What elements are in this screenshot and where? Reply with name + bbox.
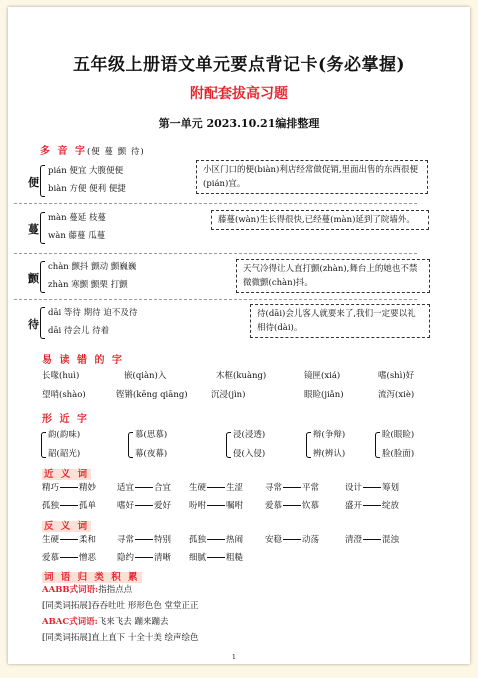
easy-wrong-item: 嵌(qiàn)入 — [124, 371, 167, 381]
polyphonic-heading: 多 音 字(便 蔓 颤 待) — [40, 146, 145, 157]
antonym-pair-word: 细腻 — [189, 553, 207, 563]
brace — [226, 432, 231, 458]
antonym-pair-word: 粗糙 — [226, 553, 244, 563]
synonym-pair-word: 吩咐 — [189, 501, 207, 511]
pair-dash — [283, 505, 301, 506]
synonym-pair-word: 生硬 — [189, 483, 207, 493]
synonym-pair-word: 绽放 — [382, 501, 400, 511]
pair-dash — [135, 557, 153, 558]
ext-label: [同类词拓展] — [42, 633, 92, 643]
synonym-pair — [345, 499, 399, 511]
antonym-pair — [265, 533, 319, 545]
easy-wrong-item: 嗜(shì)好 — [378, 371, 415, 381]
aabb-ext-words: 吞吞吐吐 形形色色 堂堂正正 — [91, 601, 199, 611]
antonym-pair-word: 特别 — [154, 535, 172, 545]
antonym-pair-word: 清晰 — [154, 553, 172, 563]
abac-label: ABAC式词语: — [42, 617, 98, 627]
polyphonic-line: pián 便宜 大腹便便 — [48, 166, 124, 176]
synonym-pair-word: 爱好 — [154, 501, 172, 511]
synonym-pair-word: 孤单 — [79, 501, 97, 511]
polyphonic-line: dāi 等待 期待 迫不及待 — [48, 308, 138, 318]
similar-item: 韶(韶光) — [48, 449, 81, 459]
antonym-pair — [345, 533, 399, 545]
easy-wrong-item: 眼睑(jiǎn) — [304, 390, 344, 400]
pair-dash — [363, 487, 381, 488]
similar-item: 浸(浸透) — [233, 430, 266, 440]
easy-wrong-item: 铿锵(kēng qiāng) — [116, 390, 188, 400]
antonym-pair — [117, 551, 171, 563]
pair-dash — [135, 539, 153, 540]
synonym-pair-word: 精巧 — [42, 483, 60, 493]
aabb-ext-line — [42, 599, 199, 611]
page-number: 1 — [232, 654, 236, 661]
pair-dash — [207, 539, 225, 540]
similar-item: 脸(脸面) — [382, 449, 415, 459]
example-note: 藤蔓(wàn)生长得很快,已经蔓(màn)延到了院墙外。 — [211, 210, 429, 230]
antonym-pair-word: 孤独 — [189, 535, 207, 545]
example-note: 小区门口的便(biàn)利店经常做促销,里面出售的东西很便(pián)宜。 — [196, 160, 428, 194]
brace — [40, 212, 45, 244]
antonyms-heading: 反 义 词 — [44, 521, 90, 532]
aabb-words: 指指点点 — [98, 585, 133, 595]
antonym-pair-word: 爱慕 — [42, 553, 60, 563]
document-page — [8, 7, 470, 664]
synonym-pair — [42, 481, 96, 493]
brace — [375, 432, 380, 458]
polyphonic-char: 便 — [28, 176, 39, 189]
easy-wrong-item: 望哨(shào) — [42, 390, 86, 400]
synonym-pair-word: 孤独 — [42, 501, 60, 511]
synonym-pair-word: 生涩 — [226, 483, 244, 493]
synonym-pair-word: 爱慕 — [265, 501, 283, 511]
pair-dash — [60, 505, 78, 506]
brace — [40, 165, 45, 197]
synonym-pair — [189, 499, 243, 511]
similar-item: 幕(夜幕) — [135, 449, 168, 459]
pair-dash — [60, 539, 78, 540]
antonym-pair-word: 混浊 — [382, 535, 400, 545]
similar-item: 韵(韵味) — [48, 430, 81, 440]
antonym-pair-word: 柔和 — [79, 535, 97, 545]
divider — [14, 299, 417, 300]
pair-dash — [283, 539, 301, 540]
brace — [40, 307, 45, 339]
antonym-pair-word: 动荡 — [302, 535, 320, 545]
brace — [128, 432, 133, 458]
synonym-pair-word: 嘱咐 — [226, 501, 244, 511]
polyphonic-char: 蔓 — [28, 223, 39, 236]
similar-shape-heading: 形 近 字 — [42, 414, 89, 425]
synonym-pair-word: 筹划 — [382, 483, 400, 493]
easy-wrong-item: 木框(kuàng) — [216, 371, 267, 381]
pair-dash — [363, 539, 381, 540]
antonym-pair — [42, 533, 96, 545]
synonym-pair-word: 寻常 — [265, 483, 283, 493]
synonym-pair — [265, 499, 319, 511]
pair-dash — [363, 505, 381, 506]
polyphonic-heading-tail: (便 蔓 颤 待) — [86, 147, 145, 157]
antonym-pair — [189, 533, 243, 545]
antonym-pair-word: 清澄 — [345, 535, 363, 545]
polyphonic-char: 颤 — [28, 272, 39, 285]
synonym-pair-word: 盛开 — [345, 501, 363, 511]
synonym-pair — [345, 481, 399, 493]
synonym-pair — [117, 481, 171, 493]
pair-dash — [135, 505, 153, 506]
brace — [41, 432, 46, 458]
pair-dash — [135, 487, 153, 488]
polyphonic-line: dāi 待会儿 待着 — [48, 326, 110, 336]
divider — [14, 253, 417, 254]
synonym-pair-word: 适宜 — [117, 483, 135, 493]
similar-item: 辨(辨认) — [313, 449, 346, 459]
antonym-pair-word: 寻常 — [117, 535, 135, 545]
antonym-pair-word: 热闹 — [226, 535, 244, 545]
synonym-pair-word: 设计 — [345, 483, 363, 493]
aabb-line — [42, 583, 132, 595]
antonym-pair — [42, 551, 96, 563]
synonym-pair-word: 钦慕 — [302, 501, 320, 511]
divider — [14, 203, 417, 204]
synonym-pair-word: 精妙 — [79, 483, 97, 493]
antonym-pair — [189, 551, 243, 563]
synonym-pair — [117, 499, 171, 511]
easy-wrong-item: 长喙(huì) — [42, 371, 80, 381]
pair-dash — [283, 487, 301, 488]
abac-ext-words: 直上直下 十全十美 绘声绘色 — [91, 633, 199, 643]
antonym-pair-word: 憎恶 — [79, 553, 97, 563]
aabb-label: AABB式词语: — [42, 585, 99, 595]
polyphonic-line: wàn 藤蔓 瓜蔓 — [48, 231, 106, 241]
ext-label: [同类词拓展] — [42, 601, 92, 611]
pair-dash — [207, 505, 225, 506]
similar-item: 睑(眼睑) — [382, 430, 415, 440]
similar-item: 侵(入侵) — [233, 449, 266, 459]
polyphonic-line: biàn 方便 便利 便捷 — [48, 184, 126, 194]
similar-item: 慕(思慕) — [135, 430, 168, 440]
synonym-pair — [42, 499, 96, 511]
word-class-heading: 词 语 归 类 积 累 — [44, 572, 140, 583]
easy-wrong-item: 镜匣(xiá) — [304, 371, 341, 381]
synonym-pair — [265, 481, 319, 493]
example-note: 待(dāi)会儿客人就要来了,我们一定要以礼相待(dài)。 — [250, 304, 430, 338]
synonym-pair-word: 合宜 — [154, 483, 172, 493]
polyphonic-line: zhàn 寒颤 颤栗 打颤 — [48, 280, 128, 290]
synonym-pair — [189, 481, 243, 493]
polyphonic-char: 待 — [28, 318, 39, 331]
unit-line: 第一单元 2023.10.21编排整理 — [158, 117, 320, 130]
brace — [306, 432, 311, 458]
pair-dash — [60, 557, 78, 558]
abac-ext-line — [42, 631, 199, 643]
antonym-pair — [117, 533, 171, 545]
pair-dash — [60, 487, 78, 488]
synonym-pair-word: 嗜好 — [117, 501, 135, 511]
easy-wrong-item: 沉浸(jìn) — [211, 390, 246, 400]
polyphonic-line: màn 蔓延 枝蔓 — [48, 213, 107, 223]
synonym-pair-word: 平常 — [302, 483, 320, 493]
pair-dash — [207, 557, 225, 558]
pair-dash — [207, 487, 225, 488]
antonym-pair-word: 安稳 — [265, 535, 283, 545]
similar-item: 辩(争辩) — [313, 430, 346, 440]
page-title: 五年级上册语文单元要点背记卡(务必掌握) — [72, 55, 406, 75]
brace — [40, 261, 45, 293]
easy-wrong-heading: 易 读 错 的 字 — [42, 355, 124, 366]
page-subtitle: 附配套拔高习题 — [190, 86, 288, 102]
polyphonic-line: chàn 颤抖 颤动 颤巍巍 — [48, 262, 137, 272]
abac-words: 飞来飞去 蹦来蹦去 — [97, 617, 169, 627]
example-note: 天气冷得让人直打颤(zhàn),舞台上的她也不禁微微颤(chàn)抖。 — [236, 259, 430, 293]
antonym-pair-word: 生硬 — [42, 535, 60, 545]
abac-line — [42, 615, 168, 627]
easy-wrong-item: 流泻(xiè) — [378, 390, 415, 400]
synonyms-heading: 近 义 词 — [44, 469, 90, 480]
antonym-pair-word: 隐约 — [117, 553, 135, 563]
